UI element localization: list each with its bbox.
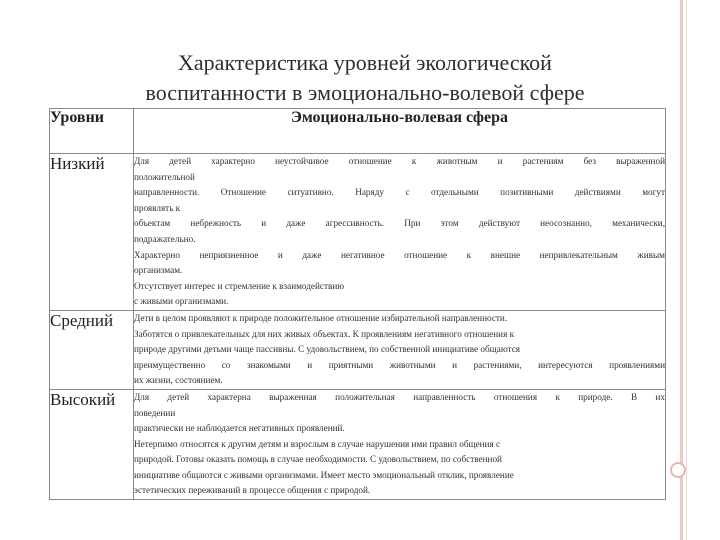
description-line: Дети в целом проявляют к природе положительное отношение избирательной направленности. <box>134 312 508 323</box>
description-line: объектам небрежность и даже агрессивность. При этом действуют неосознанно, механически, <box>134 218 665 229</box>
description-line: Характерно неприязненное и даже негативное отношение к внешне непривлекательным живым <box>134 249 665 260</box>
slide-frame-ring <box>670 462 686 478</box>
description-line: эстетических переживаний в процессе общения с природой. <box>134 485 371 496</box>
description-line: природе другими детьми чаще пассивны. С удовольствием, по собственной инициативе общаются <box>134 344 520 355</box>
description-line: Нетерпимо относятся к другим детям и взрослым в случае нарушения ими правил общения с <box>134 438 501 449</box>
description-line: инициативе общаются с живыми организмами. Имеет место эмоциональный отклик, проявление <box>134 469 514 480</box>
description-text <box>134 390 665 499</box>
table-row <box>50 310 666 389</box>
description-line: природой. Готовы оказать помощь в случае необходимости. С удовольствием, по собственной <box>134 454 502 465</box>
description-line: Для детей характерна выраженная положительная направленность отношения к природе. В их <box>134 391 665 402</box>
header-sphere: Эмоционально-волевая сфера <box>134 109 666 154</box>
slide-title <box>60 48 670 108</box>
description-line: с живыми организмами. <box>134 296 229 307</box>
description-cell <box>134 389 666 499</box>
level-cell: Средний <box>50 310 134 389</box>
description-text <box>134 154 665 310</box>
header-levels: Уровни <box>50 109 134 154</box>
level-cell: Высокий <box>50 389 134 499</box>
level-cell: Низкий <box>50 154 134 311</box>
description-line: положительной <box>134 171 195 182</box>
description-line: практически не наблюдается негативных проявлений. <box>134 423 345 434</box>
description-line: их жизни, состоянием. <box>134 375 223 386</box>
description-line: Заботятся о привлекательных для них живых объектах. К проявлениям негативного отношения к <box>134 328 515 339</box>
description-text <box>134 311 665 389</box>
description-line: преимущественно со знакомыми и приятными животными и растениями, интересуются проявлениями <box>134 359 665 370</box>
description-line: подражательно. <box>134 233 196 244</box>
description-line: организмам. <box>134 265 183 276</box>
description-line: поведении <box>134 407 176 418</box>
description-line: направленности. Отношение ситуативно. Наряду с отдельными позитивными действиями могут <box>134 187 665 198</box>
table-header-row <box>50 109 666 154</box>
slide-title-line-2: воспитанности в эмоционально-волевой сфере <box>145 80 585 105</box>
description-line: проявлять к <box>134 202 181 213</box>
description-cell <box>134 154 666 311</box>
description-line: Отсутствует интерес и стремление к взаимодействию <box>134 280 345 291</box>
slide-title-line-1: Характеристика уровней экологической <box>178 50 552 75</box>
slide-frame-line-thin <box>686 0 687 540</box>
table-row <box>50 389 666 499</box>
table-row <box>50 154 666 311</box>
description-cell <box>134 310 666 389</box>
slide-frame-line <box>680 0 683 540</box>
description-line: Для детей характерно неустойчивое отношение к животным и растениям без выраженной <box>134 156 665 166</box>
levels-table <box>49 108 666 500</box>
